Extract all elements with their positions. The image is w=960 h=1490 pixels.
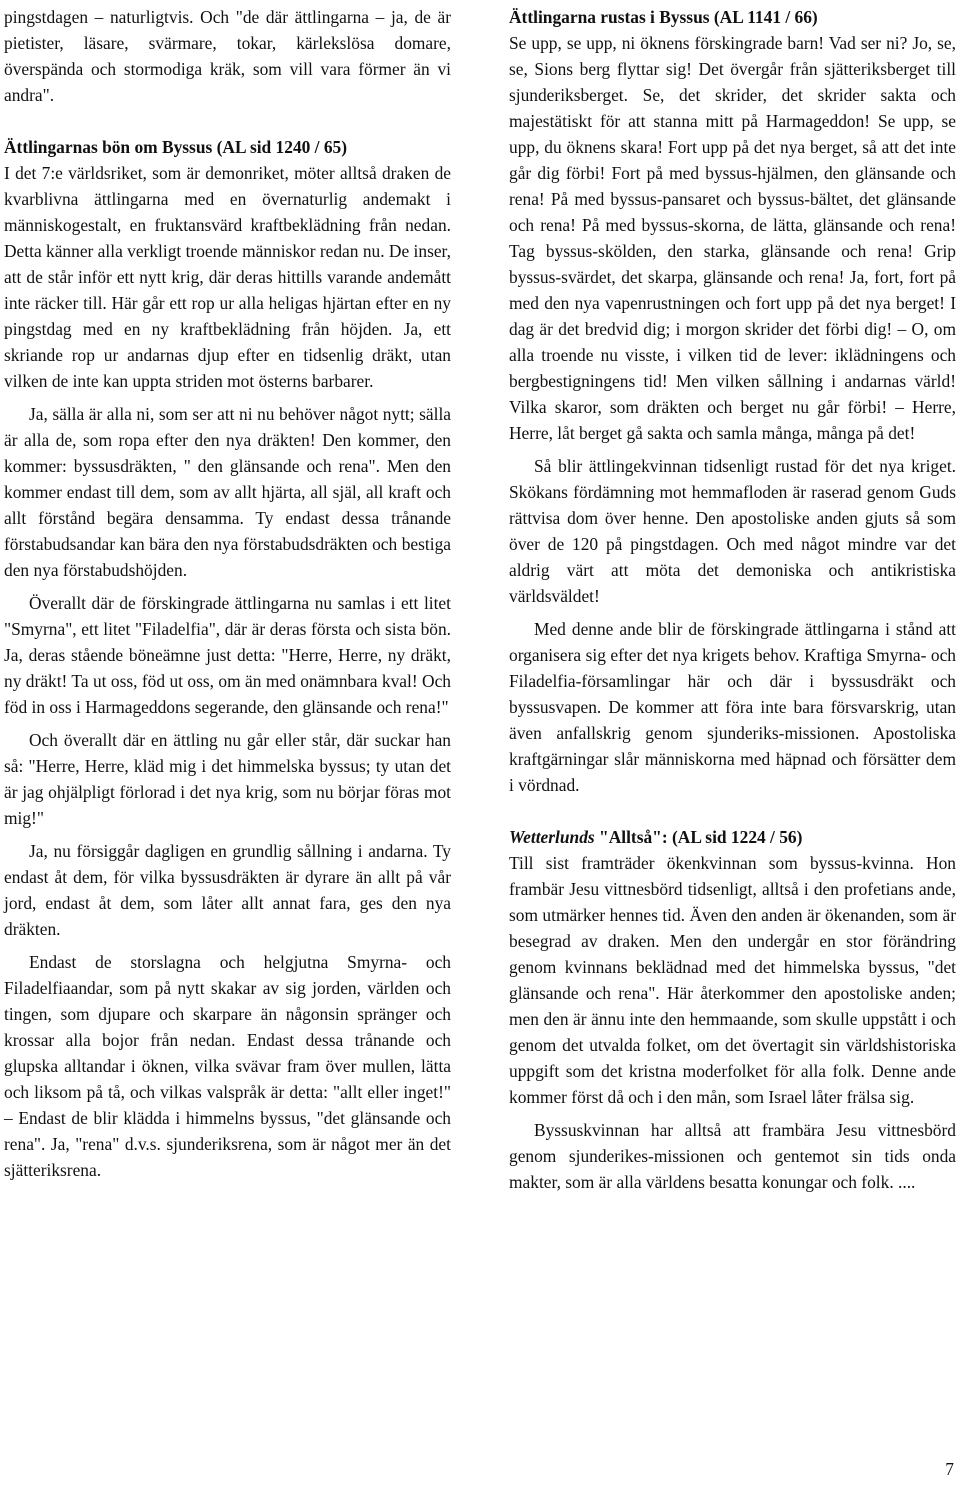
left-column — [4, 4, 451, 1183]
section-heading-wetterlund — [509, 824, 956, 850]
continuation-paragraph: pingstdagen – naturligtvis. Och "de där ättlingarna – ja, de är pietister, läsare, svärmare, tokar, kärlekslösa domare, överspända och stormodiga kräk, som vill vara förmer än vi andra". — [4, 7, 451, 105]
paragraph-wetterlund: Till sist framträder ökenkvinnan som byssus-kvinna. Hon frambär Jesu vittnesbörd tidsenligt, alltså i den profetians ande, som utmärker hennes tid. Även den anden är ökenanden, som är besegrad av draken. Men den undergår en stor förändring genom kvinnans beklädnad med det himmelska byssus, "det glänsande och rena". Här återkommer den apostoliske anden; men den är ännu inte den hemmaande, som skulle uppstått i och genom det utvalda folket, om det övertagit sin världshistoriska uppgift som det kristna moderfolket för alla folk. Denne ande kommer först då och i den mån, som Israel låter frälsa sig. — [509, 853, 956, 1107]
paragraph-attling: Och överallt där en ättling nu går eller står, där suckar han så: "Herre, Herre, kläd mig i det himmelska byssus; ty utan det är jag ohjälpligt förlorad i det nya krig, som nu börjar föras mot mig!" — [4, 730, 451, 828]
heading-title-rest: "Alltså": (AL sid 1224 / 56) — [599, 827, 803, 847]
paragraph-anden: Med denne ande blir de förskingrade ättlingarna i stånd att organisera sig efter det nya krigets behov. Kraftiga Smyrna- och Filadelfia-församlingar här och där i byssusdräkt och byssusvapen. De kommer att föra inte bara försvarskrig, utan även anfallskrig genom sjunderiks-missionen. Apostoliska kraftgärningar slår människorna med häpnad och försätter dem i vördnad. — [509, 619, 956, 795]
paragraph-overallt: Överallt där de förskingrade ättlingarna nu samlas i ett litet "Smyrna", ett litet "Filadelfia", där är deras första och sista bön. Ja, deras stående böneämne just detta: "Herre, Herre, ny dräkt, ny dräkt! Ta ut oss, föd ut oss, om än med onämnbara kval! Och föd in oss i Harmageddons segerande, den glänsande och rena!" — [4, 593, 451, 717]
heading-author-name: Wetterlunds — [509, 827, 595, 847]
paragraph-sallning: Ja, nu försiggår dagligen en grundlig sållning i andarna. Ty endast åt dem, för vilka byssusdräkten är dyrare än allt på vår jord, endast åt dem, som låter allt annat fara, ges den nya dräkten. — [4, 841, 451, 939]
paragraph-byssuskvinnan: Byssuskvinnan har alltså att frambära Jesu vittnesbörd genom sjunderikes-missionen och gentemot sin tids onda makter, som är alla världens besatta konungar och folk. .... — [509, 1120, 956, 1192]
section-heading-bon: Ättlingarnas bön om Byssus (AL sid 1240 / 65) — [4, 137, 348, 157]
paragraph-rustas: Se upp, se upp, ni öknens förskingrade barn! Vad ser ni? Jo, se, se, Sions berg flyttar sig! Det övergår från sjätteriksberget till sjunderiksberget. Se, det skrider, det skrider sakta och majestätiskt för att stanna mitt på Harmageddon! Se upp, se upp, du öknens skara! Fort upp på det nya berget, så att det inte går dig förbi! Fort på med byssus-hjälmen, den glänsande och rena! På med byssus-pansaret och byssus-bältet, det glänsande och rena! På med byssus-skorna, de lätta, glänsande och rena! Tag byssus-skölden, den starka, glänsande och rena! Grip byssus-svärdet, det skarpa, glänsande och rena! Ja, fort, fort på med den nya vapenrustningen och fort upp på det nya berget! I dag är det bredvid dig; i morgon skrider det förbi dig! – O, om alla troende nu visste, i vilken tid de lever: iklädningens och bergbestigningens tid! Men vilken sållning i andarnas värld! Vilka skaror, som dräkten och berget nu går förbi! – Herre, Herre, låt berget gå sakta och samla många, många på det! — [509, 33, 956, 443]
paragraph-bon: I det 7:e världsriket, som är demonriket, möter alltså draken de kvarblivna ättlingarna med en övernaturlig andemakt i människogestalt, en fruktansvärd kraftbeklädning från nedan. Detta känner alla verkligt troende människor redan nu. De inser, att de står inför ett nytt krig, där deras hittills varande andemått inte räcker till. Här går ett rop ur alla heligas hjärtan efter en ny pingstdag med en ny kraftbeklädning från höjden. Ja, ett skriande rop ur andarnas djup efter en tidsenlig dräkt, utan vilken de inte kan uppta striden mot österns barbarer. — [4, 163, 451, 391]
page-number: 7 — [945, 1459, 954, 1479]
paragraph-salla: Ja, sälla är alla ni, som ser att ni nu behöver något nytt; sälla är alla de, som ropa efter den nya dräkten! Den kommer, den kommer: byssusdräkten, " den glänsande och rena". Men den kommer endast till dem, som av allt hjärta, all själ, all kraft och allt förstånd begära densamma. Ty endast dessa trånande förstabudsandar kan bära den nya förstabudsdräkten och bestiga den nya förstabudshöjden. — [4, 404, 451, 580]
right-column — [509, 4, 956, 1195]
paragraph-attlingekvinnan: Så blir ättlingekvinnan tidsenligt rustad för det nya kriget. Skökans fördämning mot hemmafloden är raserad genom Guds rättvisa dom över henne. Den apostoliske anden gjuts så som över de 120 på pingstdagen. Och med något mindre var det aldrig värt att möta det demoniska och antikristiska världsväldet! — [509, 456, 956, 606]
section-heading-rustas: Ättlingarna rustas i Byssus (AL 1141 / 66) — [509, 7, 818, 27]
paragraph-storslagna: Endast de storslagna och helgjutna Smyrna- och Filadelfiaandar, som på nytt skakar av sig jorden, världen och tingen, som djupare och skarpare än någonsin spränger och krossar alla bojor från nedan. Endast dessa trånande och glupska alltandar i öknen, vilka svävar fram över mullen, lätta och liksom på tå, och vilkas valspråk är detta: "allt eller inget!" – Endast de blir klädda i himmelns byssus, "det glänsande och rena". Ja, "rena" d.v.s. sjunderiksrena, som är något mer än det sjätteriksrena. — [4, 952, 451, 1180]
